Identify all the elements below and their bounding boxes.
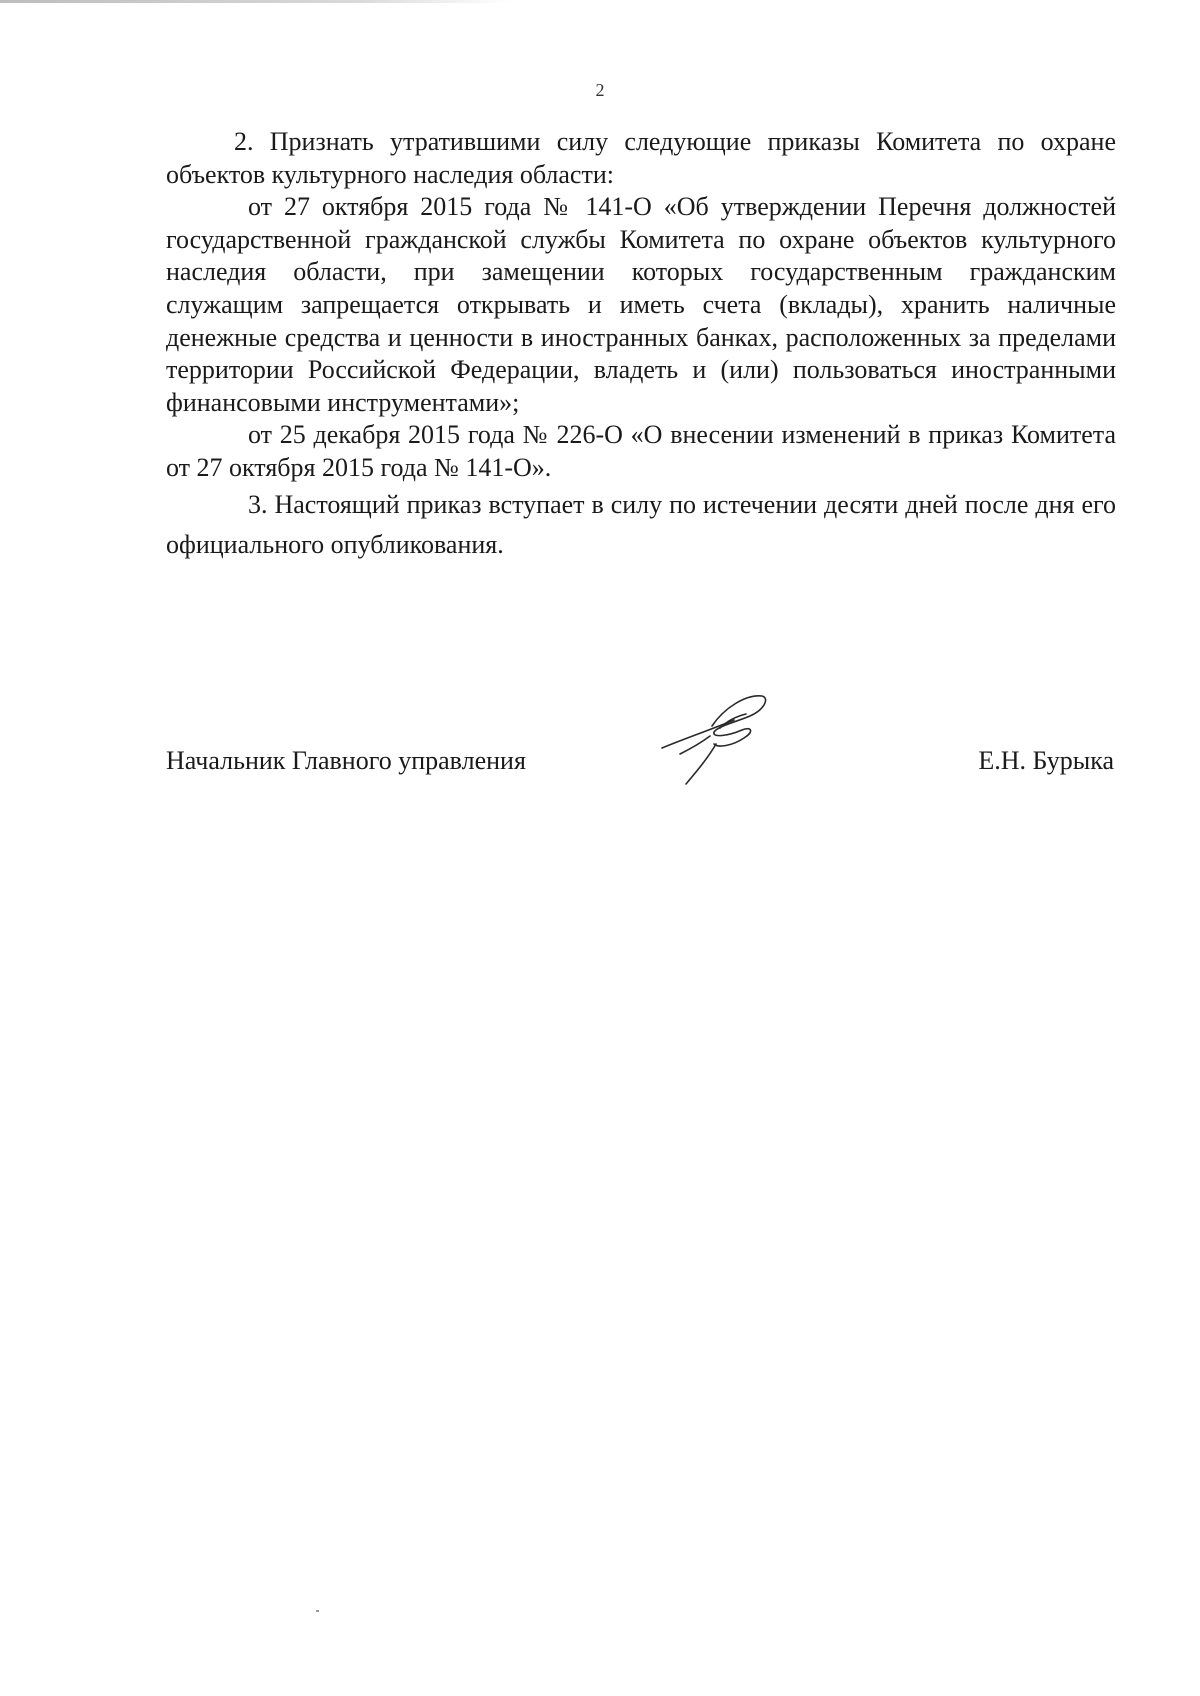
signatory-position: Начальник Главного управления — [166, 746, 526, 775]
page-number: 2 — [595, 80, 605, 100]
scan-edge-line — [0, 0, 510, 3]
signatory-name: Е.Н. Бурыка — [978, 746, 1114, 775]
scan-artifact-dot — [316, 1610, 319, 1612]
paragraph-order-226: от 25 декабря 2015 года № 226-О «О внесении изменений в приказ Комитета от 27 октября 2015 года № 141-О». — [166, 420, 1116, 482]
signature-block — [166, 746, 1114, 786]
paragraph-item-2: 2. Признать утратившими силу следующие приказы Комитета по охране объектов культурного наследия области: — [166, 127, 1116, 189]
paragraph-order-141: от 27 октября 2015 года № 141-О «Об утверждении Перечня должностей государственной гражданской службы Комитета по охране объектов культурного наследия области, при замещении которых государственным гражданским служащим запрещается открывать и иметь счета (вклады), хранить наличные денежные средства и ценности в иностранных банках, расположенных за пределами территории Российской Федерации, владеть и (или) пользоваться иностранными финансовыми инструментами»; — [166, 192, 1116, 417]
document-body — [166, 126, 1116, 565]
paragraph-item-3: 3. Настоящий приказ вступает в силу по истечении десяти дней после дня его официального опубликования. — [166, 489, 1116, 559]
